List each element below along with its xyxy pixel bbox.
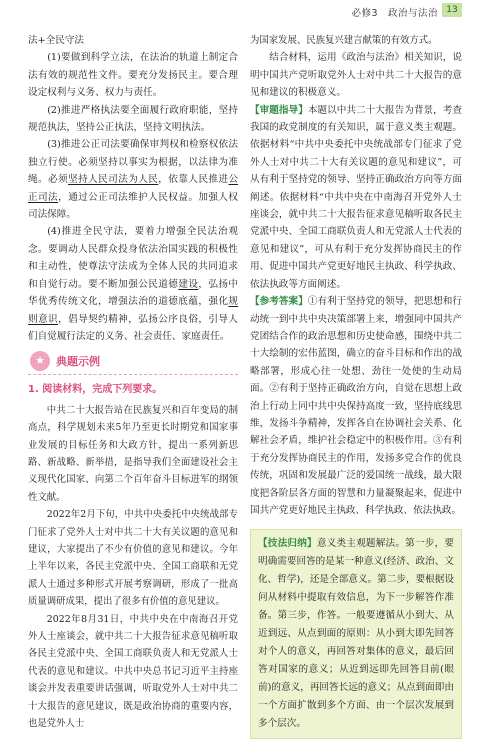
left-column: [28, 32, 238, 732]
guide-text: 本题以中共二十大报告为背景，考查我国的政党制度的有关知识，属于意义类主观题。依据材料“中共中央委托中央统战部专门征求了党外人士对中共二十大有关议题的意见和建议”，可从有利于坚持党的领导、坚持正确政治方向等方面阐述。依据材料“中共中央在中南海召开党外人士座谈会，就中共二十大报告征求意见稿听取各民主党派中央、全国工商联负责人和无党派人士代表的意见和建议”，可从有利于充分发挥协商民主的作用、促进中国共产党更好地民主执政、科学执政、依法执政等方面阐述。: [250, 104, 463, 290]
paragraph: [28, 223, 238, 345]
material-paragraph: 中共二十大报告站在民族复兴和百年变局的制高点，科学规划未来5年乃至更长时期党和国家事业发展的目标任务和大政方针，提出一系列新思路、新战略、新举措，是指导我们全面建设社会主义现代化国家、向第二个百年奋斗目标进军的纲领性文献。: [28, 404, 238, 503]
guide-paragraph: [250, 102, 462, 293]
text-run: ，依靠人民推进: [158, 174, 229, 186]
paragraph: (1)要做到科学立法，在法治的轨道上制定合法有效的规范性文件。要充分发扬民主。要合理设定权利与义务、权力与责任。: [28, 52, 238, 99]
material-paragraph: 为国家发展、民族复兴建言献策的有效方式。: [250, 35, 438, 46]
underlined-text: 坚持人民司法为人民: [68, 174, 159, 186]
material-paragraph: 2022年8月31日，中共中央在中南海召开党外人士座谈会，就中共二十大报告征求意见稿听取各民主党派中央、全国工商联负责人和无党派人士代表的意见和建议。中共中央总书记习近平主持座谈会并发表重要讲话强调，听取党外人士对中共二十大报告的意见建议，既是政治协商的重要内容，也是党外人士: [28, 613, 238, 730]
material-paragraph: 2022年2月下旬，中共中央委托中央统战部专门征求了党外人士对中共二十大有关议题的意见和建议，大家提出了不少有价值的意见和建议。今年上半年以来，各民主党派中央、全国工商联和无党派人士通过多种形式开展考察调研，形成了一批高质量调研成果，提出了很多有价值的意见建议。: [28, 509, 238, 608]
paragraph: 法+全民守法: [28, 35, 85, 46]
technique-text: 意义类主观题解法。第一步，要明确需要回答的是某一种意义(经济、政治、文化、哲学)，还是全部意义。第二步，要根据设问从材料中提取有效信息，为下一步解答作准备。第三步，作答。一般要遵循从小到大、从近到远、从点到面的原则：从小到大即先回答对个人的意义，再回答对集体的意义，最后回答对国家的意义；从近到远即先回答目前(眼前)的意义，再回答长远的意义；从点到面即由一个方面扩散到多个方面、由一个层次发展到多个层次。: [258, 538, 455, 730]
underlined-text: 建设: [178, 278, 199, 290]
technique-box: [250, 529, 462, 739]
answer-tag: 【参考答案】: [250, 296, 308, 308]
star-icon: ★: [30, 351, 50, 371]
text-run: (3)推进公正司法要确保审判权和检察权依法独立行使。必须坚持以事实为根据，以法律为准绳。必须: [28, 139, 238, 186]
paragraph: [28, 136, 238, 223]
text-run: ，通过公正司法维护人民权益。加强人权司法保障。: [28, 191, 239, 221]
question-title: 1. 阅读材料，完成下列要求。: [28, 384, 163, 396]
section-title: 典题示例: [56, 355, 100, 369]
text-run: ，弘扬中华优秀传统文化，增强法治的道德底蕴，强化: [28, 278, 239, 308]
technique-tag: 【技法归纳】: [258, 538, 317, 550]
page-header: [0, 0, 480, 22]
running-title: 必修3 政治与法治: [351, 8, 438, 19]
text-run: (4)推进全民守法，要着力增强全民法治观念。要调动人民群众投身依法治国实践的积极性和主动性，使尊法守法成为全体人民的共同追求和自觉行动。要不断加强公民道德: [28, 226, 238, 290]
paragraph: (2)推进严格执法要全面履行政府职能，坚持规范执法，坚持公正执法，坚持文明执法。: [28, 104, 238, 134]
guide-tag: 【审题指导】: [250, 104, 308, 116]
answer-text: ①有利于坚持党的领导，把思想和行动统一到中共中央决策部署上来，增强同中国共产党团结合作的政治思想和历史使命感，围绕中共二十大绘制的宏伟蓝图，确立的奋斗目标和作出的战略部署，形成心往一处想、劲往一处使的生动局面。②有利于坚持正确政治方向，自觉在思想上政治上行动上同中共中央保持高度一致，坚持底线思维，发扬斗争精神，发挥各自在协调社会关系、化解社会矛盾，维护社会稳定中的积极作用。③有利于充分发挥协商民主的作用，发扬多党合作的优良传统，巩固和发展最广泛的爱国统一战线，最大限度把各阶层各方面的智慧和力量凝聚起来，促进中国共产党更好地民主执政、科学执政、依法执政。: [250, 296, 463, 516]
underlined-text: 公正司法: [28, 174, 239, 203]
page-number: 13: [442, 3, 462, 17]
example-banner: [28, 349, 238, 379]
answer-paragraph: [250, 293, 462, 519]
text-run: ，倡导契约精神，弘扬公序良俗，引导人们自觉履行法定的义务、社会责任、家庭责任。: [28, 313, 239, 342]
divider: [28, 374, 238, 375]
right-column: [250, 32, 462, 739]
underlined-text: 规则意识: [28, 296, 238, 325]
question-prompt: 结合材料，运用《政治与法治》相关知识，说明中国共产党听取党外人士对中共二十大报告的意见和建议的积极意义。: [250, 52, 462, 99]
